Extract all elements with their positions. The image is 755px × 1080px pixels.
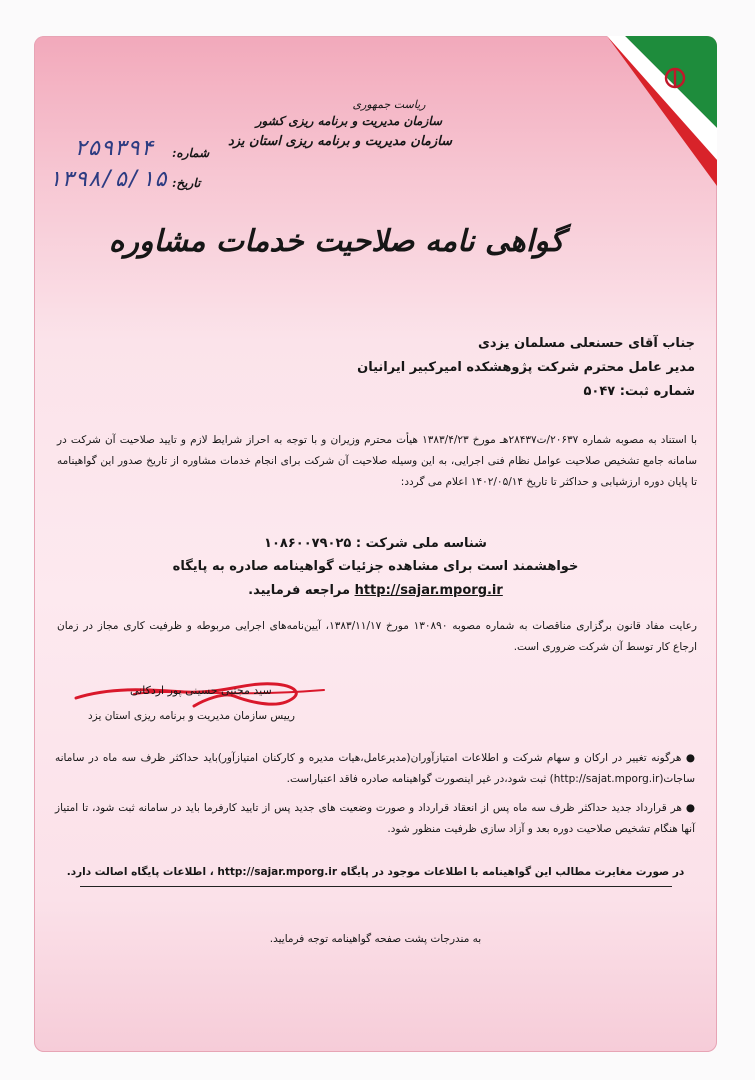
registration-number: شماره ثبت: ۵۰۴۷ xyxy=(583,384,695,399)
addressee-role: مدیر عامل محترم شرکت پژوهشکده امیرکبیر ایرانیان xyxy=(357,360,695,375)
iran-flag-corner-icon xyxy=(605,36,717,186)
gov-line-yazd-org: سازمان مدیریت و برنامه ریزی استان یزد xyxy=(227,134,452,149)
gov-line-national-org: سازمان مدیریت و برنامه ریزی کشور xyxy=(255,114,442,128)
number-label: شماره: xyxy=(172,146,210,160)
link-suffix: مراجعه فرمایید. xyxy=(248,583,351,598)
body-paragraph: با استناد به مصوبه شماره ۲۰۶۳۷/ت۲۸۴۳۷هـ مورخ ۱۳۸۳/۴/۲۳ هیأت محترم وزیران و با توجه به احراز شرایط لازم و تایید صلاحیت آن شرکت در سامانه جامع تشخیص صلاحیت عوامل نظام فنی اجرایی، به این وسیله صلاحیت آن شرکت برای انجام خدمات مشاوره از تاریخ صدور این گواهینامه تا پایان دوره ارزشیابی و حداکثر تا تاریخ ۱۴۰۲/۰۵/۱۴ اعلام می گردد: xyxy=(57,434,697,488)
signatory-title: رییس سازمان مدیریت و برنامه ریزی استان یزد xyxy=(88,710,295,722)
date-label: تاریخ: xyxy=(172,176,201,190)
law-paragraph: رعایت مفاد قانون برگزاری مناقصات به شماره مصوبه ۱۳۰۸۹۰ مورخ ۱۳۸۳/۱۱/۱۷، آیین‌نامه‌های اجرایی مربوطه و ظرفیت کاری مجاز در زمان ارجاع کار توسط آن شرکت ضروری است. xyxy=(57,620,697,653)
request-line: خواهشمند است برای مشاهده جزئیات گواهینامه صادره به پایگاه xyxy=(172,559,579,574)
note-1: ● هرگونه تغییر در ارکان و سهام شرکت و اطلاعات امتیازآوران(مدیرعامل،هیات مدیره و کارکنان امتیازآور)باید حداکثر ظرف سه ماه در سامانه ساجات(http://sajat.mporg.ir) ثبت شود،در غیر اینصورت گواهینامه صادره فاقد اعتباراست. xyxy=(55,752,695,785)
sajar-link[interactable]: http://sajar.mporg.ir xyxy=(354,583,503,598)
signatory-name: سید مجتبی حسینی پور اردکانی xyxy=(130,684,272,697)
gov-line-presidency: ریاست جمهوری xyxy=(352,98,426,111)
validity-warning: در صورت مغایرت مطالب این گواهینامه با اطلاعات موجود در پایگاه http://sajar.mporg.ir ، اطلاعات پایگاه اصالت دارد. xyxy=(66,866,685,878)
addressee-name: جناب آقای حسنعلی مسلمان یزدی xyxy=(477,336,695,351)
certificate-sheet xyxy=(34,36,717,1052)
warning-underline xyxy=(80,886,672,887)
national-id: شناسه ملی شرکت : ۱۰۸۶۰۰۷۹۰۲۵ xyxy=(264,536,487,551)
number-value: ۲۵۹۳۹۴ xyxy=(74,136,154,161)
link-line xyxy=(34,583,717,598)
certificate-title: گواهی نامه صلاحیت خدمات مشاوره xyxy=(108,224,564,259)
footer-note: به مندرجات پشت صفحه گواهینامه توجه فرمایید. xyxy=(269,933,482,945)
note-2: ● هر قرارداد جدید حداکثر ظرف سه ماه پس از انعقاد قرارداد و صورت وضعیت های جدید پس از تایید کارفرما باید در سامانه ثبت شود، تا امتیاز آنها هنگام تشخیص صلاحیت دوره بعد و آزاد سازی ظرفیت منظور شود. xyxy=(55,802,695,835)
date-value: ۱۳۹۸/۵/۱۵ xyxy=(48,167,168,192)
